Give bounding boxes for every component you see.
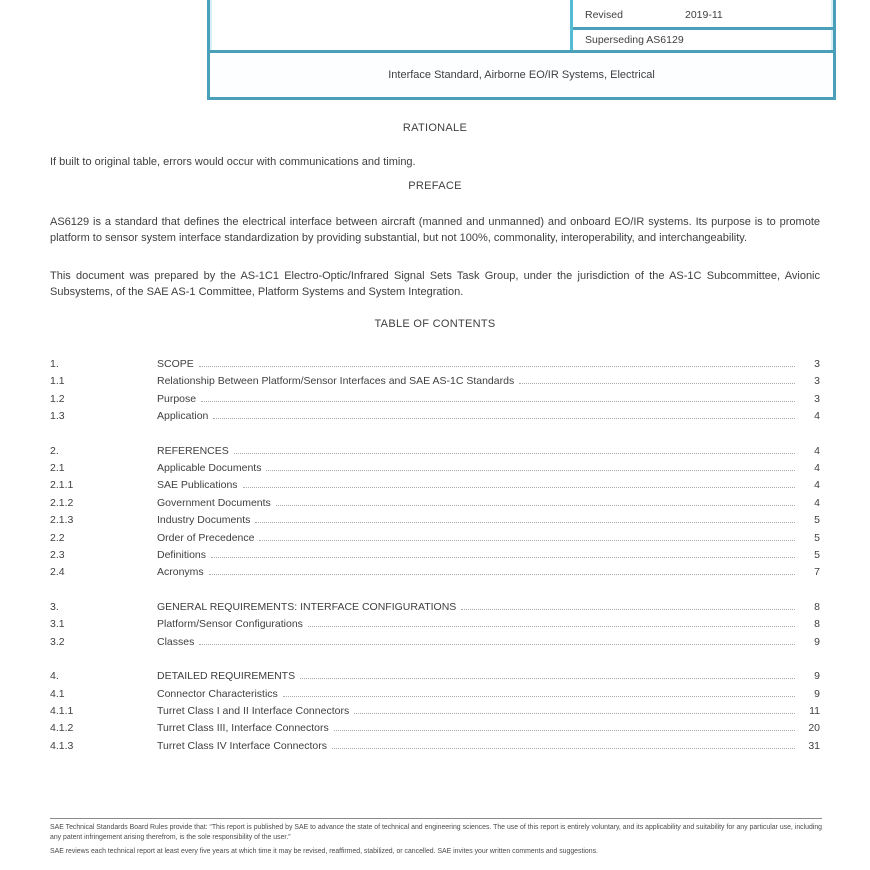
dot-leader [266, 470, 795, 471]
dot-leader [283, 696, 795, 697]
dot-leader [354, 713, 795, 714]
toc-entry-title: Definitions [157, 549, 207, 562]
toc-entry-page: 5 [814, 549, 820, 562]
toc-entry-page: 31 [808, 739, 820, 752]
toc-entry-page: 9 [814, 635, 820, 648]
toc-entry-page: 4 [814, 496, 820, 509]
rationale-heading: RATIONALE [402, 122, 468, 134]
toc-entry [50, 477, 820, 494]
toc-entry-number: 2. [50, 444, 59, 457]
document-title: Interface Standard, Airborne EO/IR Systems, Electrical [388, 69, 655, 81]
revised-row [573, 0, 833, 30]
dot-leader [211, 557, 795, 558]
toc-entry-page: 11 [809, 704, 820, 717]
toc-entry-title: Industry Documents [157, 514, 251, 527]
footer [50, 818, 822, 861]
toc-entry-title: Connector Characteristics [157, 687, 278, 700]
toc-entry-page: 8 [814, 618, 820, 631]
toc-entry [50, 530, 820, 547]
toc-entry-title: Platform/Sensor Configurations [157, 618, 303, 631]
toc-entry [50, 391, 820, 408]
toc-entry [50, 686, 820, 703]
toc-entry-number: 4.1 [50, 687, 65, 700]
dot-leader [234, 453, 795, 454]
toc-entry-title: Order of Precedence [157, 531, 255, 544]
toc-entry [50, 547, 820, 564]
toc-entry-title: Acronyms [157, 566, 204, 579]
toc-entry-title: Government Documents [157, 496, 271, 509]
toc-entry-page: 4 [814, 462, 820, 475]
toc-entry [50, 356, 820, 373]
document-title-row [210, 50, 833, 97]
toc-entry-page: 8 [814, 600, 820, 613]
revised-date: 2019-11 [685, 9, 723, 21]
preface-paragraph: AS6129 is a standard that defines the electrical interface between aircraft (manned and unmanned) and onboard EO/IR systems. Its purpose is to promote platform to sensor system interface standardization by providing substantial, but not 100%, commonality, interoperability, and interchangeability. [50, 216, 820, 244]
toc-entry-page: 3 [814, 375, 820, 388]
toc-entry-number: 2.1.2 [50, 496, 74, 509]
toc-entry-page: 5 [814, 531, 820, 544]
dot-leader [199, 644, 795, 645]
toc-entry-page: 4 [814, 479, 820, 492]
toc-entry-page: 3 [814, 358, 820, 370]
preface-heading: PREFACE [408, 180, 462, 192]
toc-entry-title: SCOPE [157, 358, 194, 370]
toc-entry [50, 668, 820, 685]
toc-entry-number: 4.1.2 [50, 722, 74, 735]
spec-header-table [207, 0, 836, 100]
toc-entry-number: 3. [50, 600, 59, 613]
dot-leader [300, 678, 795, 679]
spec-header-revision-column [573, 0, 833, 50]
toc-entry [50, 460, 820, 477]
toc-entry-title: Purpose [157, 392, 197, 405]
toc-entry-title: GENERAL REQUIREMENTS: INTERFACE CONFIGURATIONS [157, 600, 457, 613]
toc-entry [50, 720, 820, 737]
toc-entry-number: 3.1 [50, 618, 65, 631]
toc-entry-title: Turret Class I and II Interface Connectors [157, 704, 350, 717]
toc-entry-title: SAE Publications [157, 479, 238, 492]
toc-entry-page: 20 [808, 722, 820, 735]
footer-fine-print-paragraph: SAE reviews each technical report at least every five years at which time it may be revised, reaffirmed, stabilized, or cancelled. SAE invites your written comments and suggestions. [50, 847, 598, 855]
preface-paragraph: This document was prepared by the AS-1C1 Electro-Optic/Infrared Signal Sets Task Group, under the jurisdiction of the AS-1C Subcommittee, Avionic Subsystems, of the SAE AS-1 Committee, Platform Systems and System Integration. [50, 270, 820, 298]
toc-entry-number: 1. [50, 358, 59, 370]
toc-group [50, 668, 820, 755]
superseding-text: Superseding AS6129 [585, 34, 684, 46]
toc-entry-number: 2.1.1 [50, 479, 74, 492]
toc-entry-page: 5 [814, 514, 820, 527]
toc-entry-title: DETAILED REQUIREMENTS [157, 670, 296, 683]
toc-entry [50, 443, 820, 460]
dot-leader [334, 730, 795, 731]
toc-heading: TABLE OF CONTENTS [374, 318, 496, 330]
toc-entry-number: 2.2 [50, 531, 65, 544]
toc-entry-number: 4.1.1 [50, 704, 74, 717]
preface-paragraphs [50, 215, 820, 300]
toc-entry [50, 495, 820, 512]
toc-entry-title: Classes [157, 635, 195, 648]
toc-entry-page: 9 [814, 687, 820, 700]
dot-leader [243, 487, 795, 488]
dot-leader [259, 540, 795, 541]
toc-group [50, 443, 820, 582]
toc-entry-title: Applicable Documents [157, 462, 262, 475]
toc-entry-number: 2.1.3 [50, 514, 74, 527]
toc-entry-number: 2.3 [50, 549, 65, 562]
spec-header-top-row [210, 0, 833, 50]
toc-entry-number: 1.1 [50, 375, 65, 388]
toc-entry-title: REFERENCES [157, 444, 229, 457]
dot-leader [255, 522, 795, 523]
footer-paragraphs [50, 823, 822, 856]
dot-leader [519, 383, 795, 384]
toc-entry-title: Turret Class IV Interface Connectors [157, 739, 328, 752]
superseding-row [573, 30, 833, 50]
toc-entry [50, 564, 820, 581]
toc-entry [50, 634, 820, 651]
toc-entry-page: 9 [814, 670, 820, 683]
toc-list [50, 356, 820, 755]
toc-group [50, 599, 820, 651]
toc-entry [50, 408, 820, 425]
toc-entry-page: 3 [814, 392, 820, 405]
toc-entry-number: 2.1 [50, 462, 65, 475]
dot-leader [276, 505, 795, 506]
dot-leader [213, 418, 795, 419]
toc-entry-title: Relationship Between Platform/Sensor Interfaces and SAE AS-1C Standards [157, 375, 515, 388]
toc-entry-page: 7 [814, 566, 820, 579]
footer-fine-print-paragraph: SAE Technical Standards Board Rules provide that: “This report is published by SAE to advance the state of technical and engineering sciences. The use of this report is entirely voluntary, and its applicability and suitability for any particular use, including any patent infringement arising therefrom, is the sole responsibility of the user.” [50, 824, 822, 841]
toc-entry [50, 512, 820, 529]
toc-entry-number: 2.4 [50, 566, 65, 579]
toc-entry [50, 599, 820, 616]
toc-entry-number: 4.1.3 [50, 739, 74, 752]
dot-leader [308, 626, 795, 627]
toc-entry-number: 1.3 [50, 410, 65, 423]
dot-leader [201, 401, 795, 402]
toc-entry [50, 616, 820, 633]
dot-leader [199, 366, 795, 367]
toc-entry-page: 4 [814, 444, 820, 457]
toc-entry-number: 3.2 [50, 635, 65, 648]
page-body [50, 110, 820, 772]
rationale-text: If built to original table, errors would occur with communications and timing. [50, 156, 416, 168]
footer-divider [50, 818, 822, 819]
toc-entry [50, 738, 820, 755]
toc-entry-title: Application [157, 410, 209, 423]
dot-leader [209, 574, 795, 575]
toc-entry-number: 1.2 [50, 392, 65, 405]
toc-entry [50, 373, 820, 390]
toc-entry-title: Turret Class III, Interface Connectors [157, 722, 329, 735]
revised-label: Revised [585, 9, 623, 21]
toc-entry-number: 4. [50, 670, 59, 683]
dot-leader [461, 609, 795, 610]
spec-header-empty-cell [210, 0, 573, 50]
dot-leader [332, 748, 795, 749]
toc-entry [50, 703, 820, 720]
toc-group [50, 356, 820, 426]
toc-entry-page: 4 [814, 410, 820, 423]
